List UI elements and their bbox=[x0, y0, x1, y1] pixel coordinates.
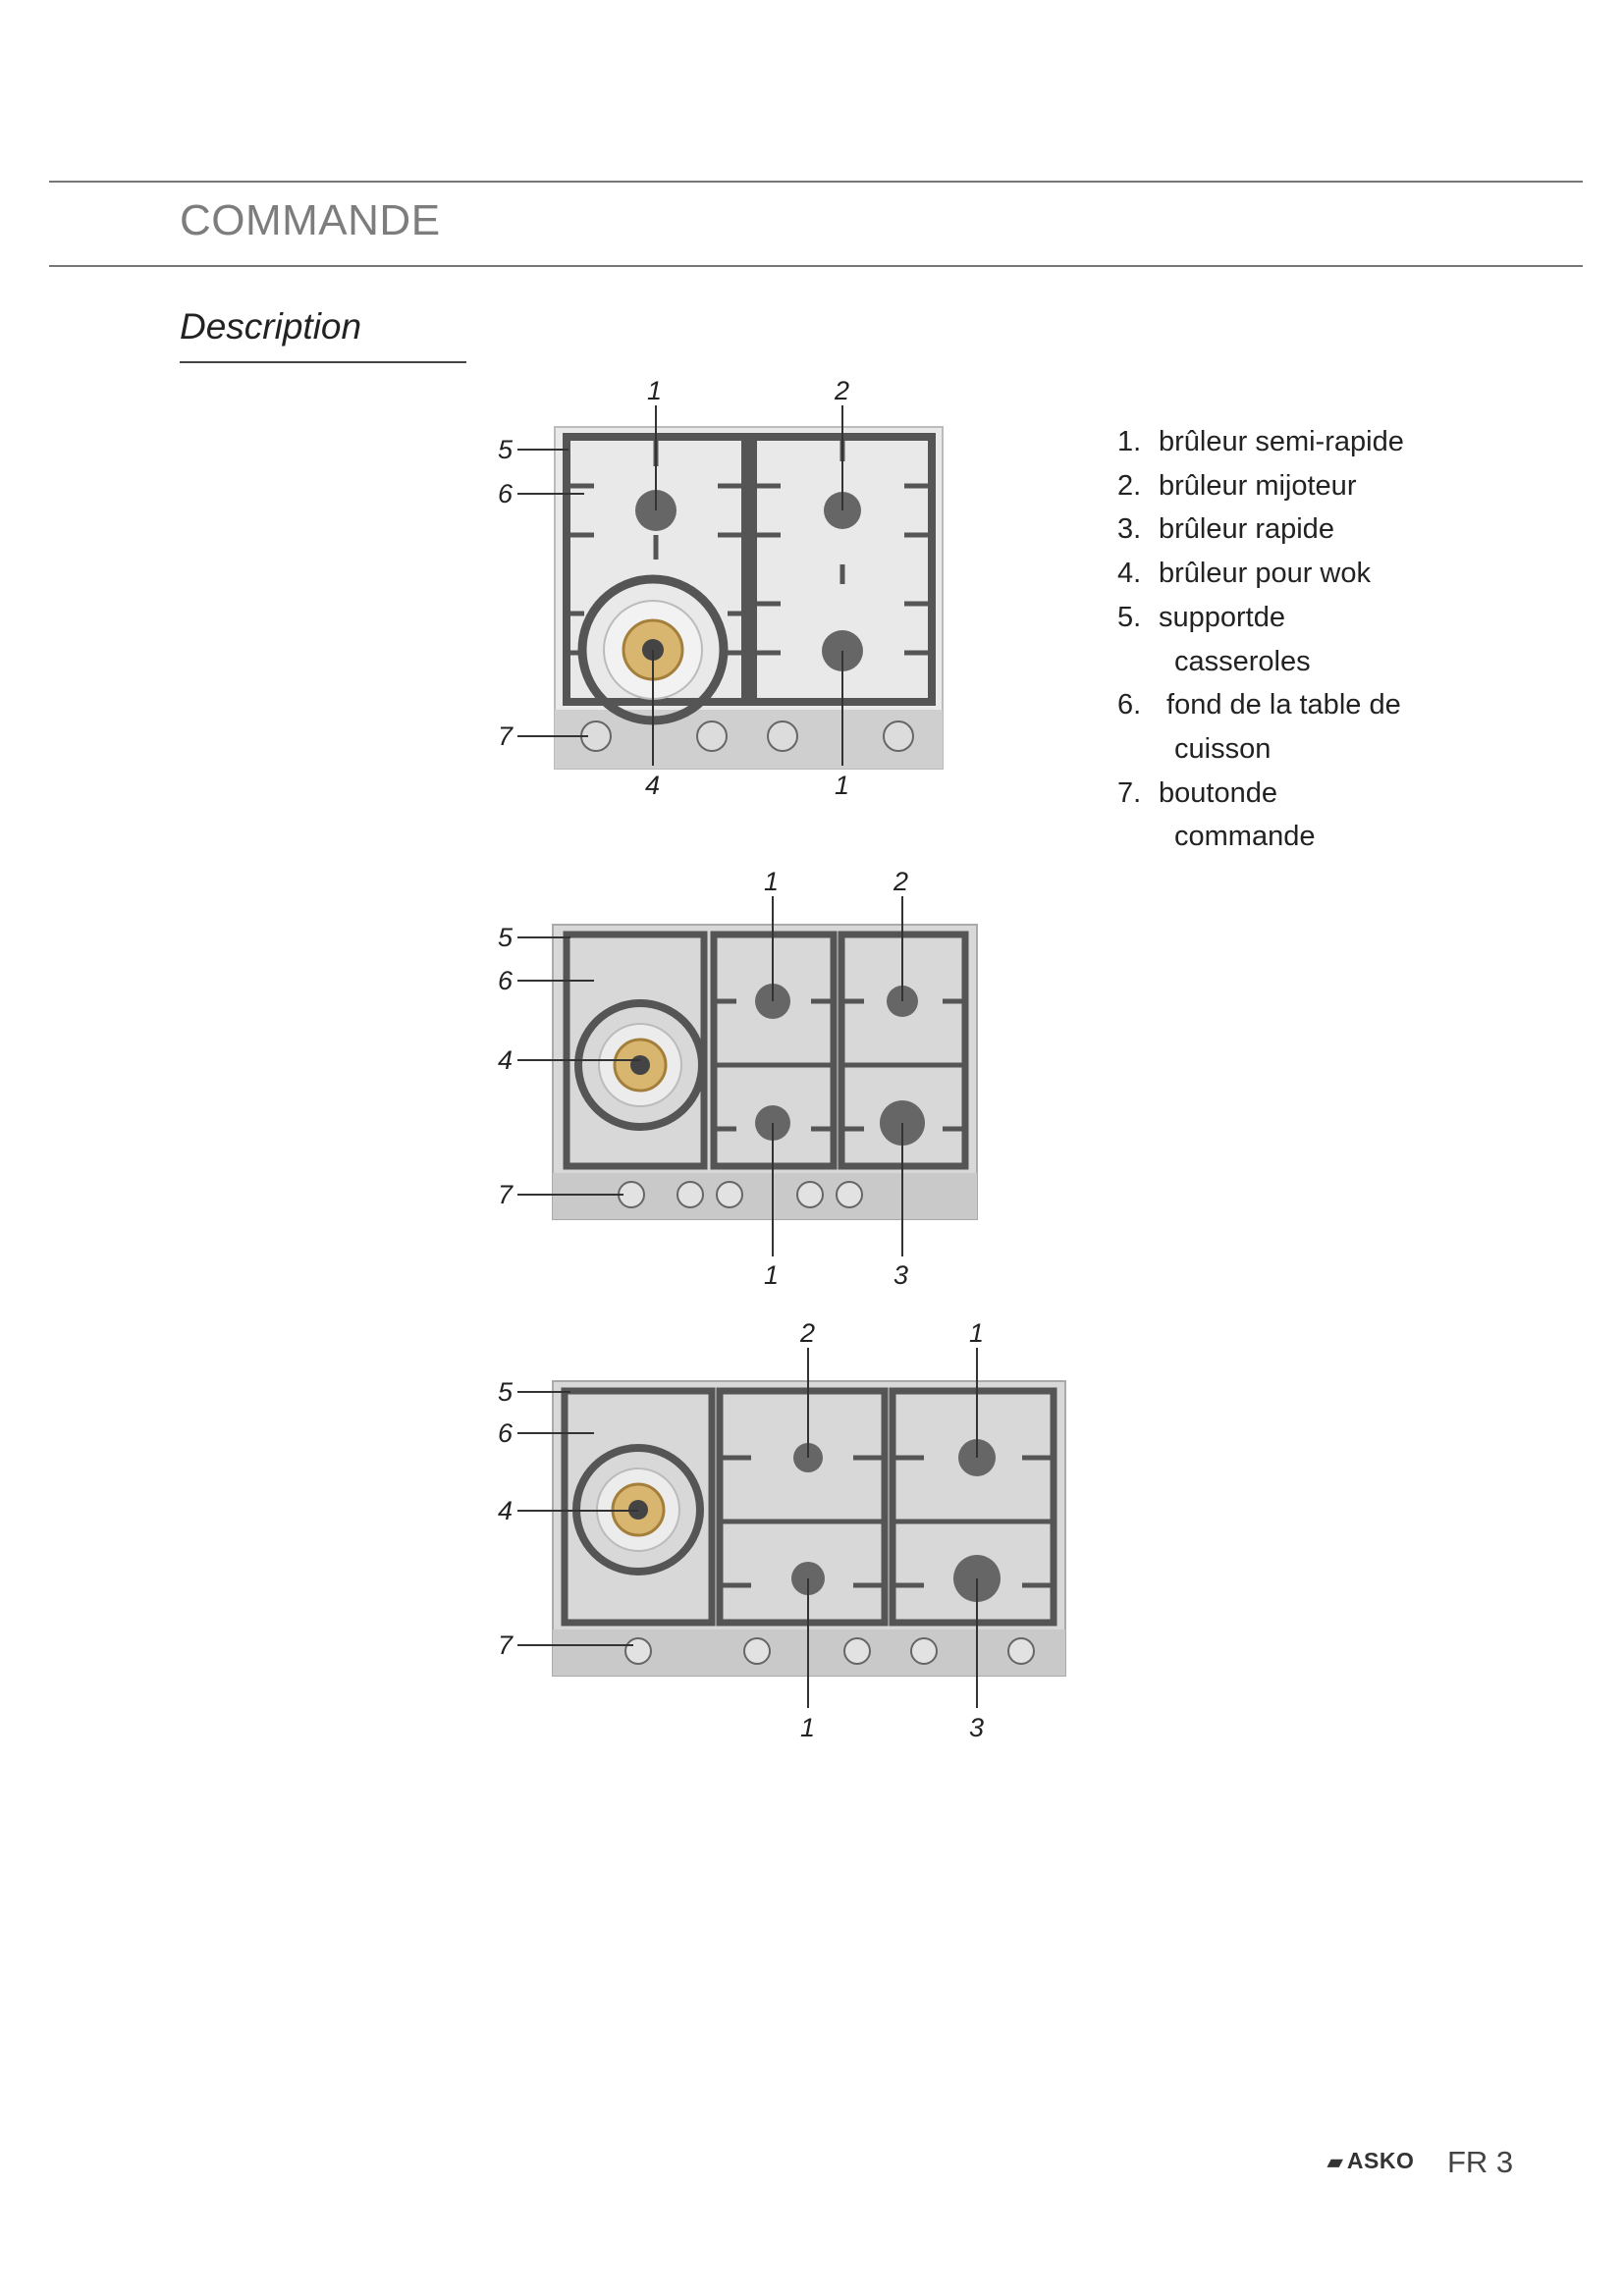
callout-top-2: 2 bbox=[800, 1320, 816, 1348]
callout-top-2: 2 bbox=[893, 869, 909, 896]
cooktop-diagram-60 bbox=[486, 378, 997, 810]
callout-left-5: 5 bbox=[498, 435, 514, 464]
cooktop-diagram-90 bbox=[486, 1320, 1095, 1752]
page-number: FR 3 bbox=[1447, 2145, 1514, 2179]
callout-top-1: 1 bbox=[969, 1320, 985, 1348]
callout-bottom-3: 3 bbox=[893, 1260, 909, 1290]
subtitle: Description bbox=[180, 306, 362, 347]
callout-left-4: 4 bbox=[498, 1045, 514, 1075]
callout-left-6: 6 bbox=[498, 966, 514, 995]
brand-logo: ▰ ASKO bbox=[1327, 2148, 1415, 2173]
callout-top-1: 1 bbox=[764, 869, 780, 896]
legend-item: 7. boutonde commande bbox=[1117, 776, 1316, 853]
legend-item: 1. brûleur semi-rapide bbox=[1117, 426, 1404, 457]
section-title: COMMANDE bbox=[180, 196, 441, 244]
callout-left-7: 7 bbox=[498, 1630, 514, 1660]
callout-left-6: 6 bbox=[498, 479, 514, 508]
subtitle-underline bbox=[180, 361, 466, 363]
callout-top-1: 1 bbox=[647, 378, 663, 405]
callout-bottom-1: 1 bbox=[800, 1713, 816, 1742]
cooktop-diagram-75 bbox=[486, 869, 997, 1301]
callout-top-2: 2 bbox=[835, 378, 850, 405]
legend-item: 4. brûleur pour wok bbox=[1117, 558, 1371, 590]
legend-item: 2. brûleur mijoteur bbox=[1117, 469, 1357, 502]
parts-legend bbox=[1117, 420, 1404, 859]
legend-item: 6. fond de la table de cuisson bbox=[1117, 689, 1401, 765]
callout-left-5: 5 bbox=[498, 923, 514, 952]
header-rule-top bbox=[49, 181, 1583, 183]
legend-item: 3. brûleur rapide bbox=[1117, 513, 1334, 546]
header-rule-bottom bbox=[49, 265, 1583, 267]
callout-bottom-1: 1 bbox=[764, 1260, 780, 1290]
callout-left-6: 6 bbox=[498, 1418, 514, 1448]
callout-left-7: 7 bbox=[498, 721, 514, 751]
callout-left-4: 4 bbox=[498, 1496, 514, 1525]
callout-left-5: 5 bbox=[498, 1377, 514, 1407]
callout-bottom-4: 4 bbox=[645, 771, 661, 800]
callout-bottom-3: 3 bbox=[969, 1713, 985, 1742]
legend-item: 5. supportde casseroles bbox=[1117, 601, 1311, 677]
asko-logo-icon: ▰ bbox=[1327, 2152, 1343, 2173]
callout-left-7: 7 bbox=[498, 1180, 514, 1209]
callout-bottom-1: 1 bbox=[835, 771, 850, 800]
